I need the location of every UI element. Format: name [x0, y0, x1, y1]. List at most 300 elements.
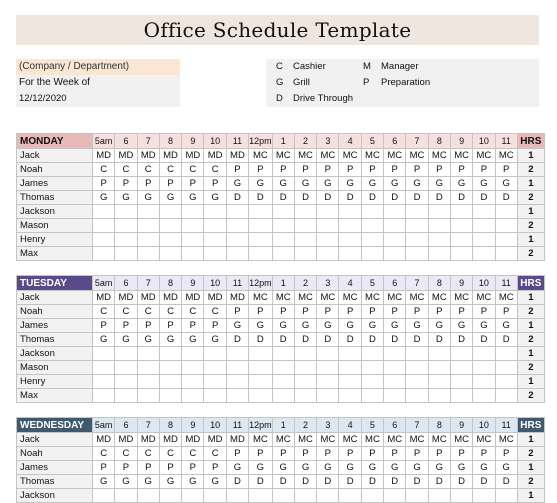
shift-cell[interactable]: MD	[93, 433, 115, 447]
shift-cell[interactable]: G	[204, 333, 226, 347]
shift-cell[interactable]: MD	[137, 149, 159, 163]
shift-cell[interactable]: C	[137, 163, 159, 177]
shift-cell[interactable]	[115, 361, 137, 375]
shift-cell[interactable]: MC	[294, 149, 316, 163]
employee-name[interactable]: James	[17, 461, 93, 475]
shift-cell[interactable]: P	[249, 305, 273, 319]
shift-cell[interactable]: P	[361, 447, 383, 461]
shift-cell[interactable]: P	[317, 163, 339, 177]
shift-cell[interactable]	[249, 375, 273, 389]
shift-cell[interactable]	[384, 219, 406, 233]
shift-cell[interactable]: D	[473, 475, 495, 489]
shift-cell[interactable]	[450, 219, 472, 233]
shift-cell[interactable]	[361, 361, 383, 375]
shift-cell[interactable]: MC	[384, 433, 406, 447]
shift-cell[interactable]	[317, 219, 339, 233]
shift-cell[interactable]	[137, 347, 159, 361]
shift-cell[interactable]	[115, 233, 137, 247]
shift-cell[interactable]: D	[406, 191, 428, 205]
shift-cell[interactable]	[294, 361, 316, 375]
shift-cell[interactable]	[495, 247, 517, 261]
shift-cell[interactable]: P	[204, 319, 226, 333]
shift-cell[interactable]: P	[115, 177, 137, 191]
shift-cell[interactable]: MD	[115, 149, 137, 163]
shift-cell[interactable]: MC	[473, 433, 495, 447]
employee-name[interactable]: Jack	[17, 291, 93, 305]
shift-cell[interactable]	[384, 375, 406, 389]
shift-cell[interactable]	[473, 361, 495, 375]
shift-cell[interactable]: D	[294, 191, 316, 205]
shift-cell[interactable]: MD	[182, 291, 204, 305]
shift-cell[interactable]: P	[339, 447, 361, 461]
shift-cell[interactable]: P	[204, 461, 226, 475]
shift-cell[interactable]	[137, 247, 159, 261]
shift-cell[interactable]	[450, 233, 472, 247]
shift-cell[interactable]: P	[495, 447, 517, 461]
shift-cell[interactable]: G	[361, 319, 383, 333]
shift-cell[interactable]	[115, 205, 137, 219]
shift-cell[interactable]: C	[204, 163, 226, 177]
shift-cell[interactable]: MC	[317, 149, 339, 163]
shift-cell[interactable]	[249, 347, 273, 361]
shift-cell[interactable]: G	[406, 177, 428, 191]
employee-name[interactable]: Max	[17, 247, 93, 261]
shift-cell[interactable]	[93, 361, 115, 375]
shift-cell[interactable]: D	[249, 191, 273, 205]
shift-cell[interactable]: MC	[384, 149, 406, 163]
shift-cell[interactable]: P	[406, 163, 428, 177]
shift-cell[interactable]	[473, 389, 495, 403]
shift-cell[interactable]: D	[317, 475, 339, 489]
shift-cell[interactable]: G	[317, 177, 339, 191]
shift-cell[interactable]	[182, 233, 204, 247]
shift-cell[interactable]	[406, 389, 428, 403]
shift-cell[interactable]	[339, 375, 361, 389]
shift-cell[interactable]: P	[339, 163, 361, 177]
shift-cell[interactable]: G	[159, 191, 181, 205]
shift-cell[interactable]: MC	[339, 291, 361, 305]
shift-cell[interactable]	[428, 375, 450, 389]
shift-cell[interactable]: G	[226, 177, 248, 191]
shift-cell[interactable]: P	[93, 177, 115, 191]
shift-cell[interactable]: MD	[182, 433, 204, 447]
shift-cell[interactable]	[226, 375, 248, 389]
shift-cell[interactable]: D	[339, 191, 361, 205]
shift-cell[interactable]	[159, 247, 181, 261]
shift-cell[interactable]: G	[450, 461, 472, 475]
shift-cell[interactable]	[294, 233, 316, 247]
shift-cell[interactable]	[294, 205, 316, 219]
shift-cell[interactable]: MC	[361, 291, 383, 305]
shift-cell[interactable]: D	[428, 333, 450, 347]
shift-cell[interactable]: G	[159, 475, 181, 489]
shift-cell[interactable]: G	[339, 177, 361, 191]
shift-cell[interactable]	[272, 205, 294, 219]
shift-cell[interactable]: P	[115, 461, 137, 475]
shift-cell[interactable]: P	[182, 177, 204, 191]
shift-cell[interactable]	[361, 247, 383, 261]
shift-cell[interactable]	[495, 389, 517, 403]
shift-cell[interactable]	[272, 219, 294, 233]
shift-cell[interactable]	[204, 205, 226, 219]
shift-cell[interactable]: G	[226, 319, 248, 333]
shift-cell[interactable]: D	[406, 475, 428, 489]
shift-cell[interactable]: P	[428, 305, 450, 319]
shift-cell[interactable]	[406, 361, 428, 375]
employee-name[interactable]: Jackson	[17, 205, 93, 219]
shift-cell[interactable]: C	[159, 305, 181, 319]
shift-cell[interactable]: D	[249, 333, 273, 347]
shift-cell[interactable]	[249, 219, 273, 233]
shift-cell[interactable]	[159, 361, 181, 375]
shift-cell[interactable]	[204, 233, 226, 247]
shift-cell[interactable]: P	[428, 163, 450, 177]
shift-cell[interactable]	[272, 489, 294, 503]
shift-cell[interactable]: D	[317, 333, 339, 347]
shift-cell[interactable]: G	[428, 461, 450, 475]
shift-cell[interactable]: D	[428, 191, 450, 205]
week-date-field[interactable]: 12/12/2020	[16, 91, 180, 107]
shift-cell[interactable]: P	[204, 177, 226, 191]
shift-cell[interactable]	[406, 347, 428, 361]
shift-cell[interactable]: G	[495, 177, 517, 191]
employee-name[interactable]: Thomas	[17, 333, 93, 347]
shift-cell[interactable]	[406, 247, 428, 261]
shift-cell[interactable]	[361, 233, 383, 247]
shift-cell[interactable]: C	[204, 447, 226, 461]
shift-cell[interactable]: G	[137, 333, 159, 347]
shift-cell[interactable]: D	[361, 191, 383, 205]
shift-cell[interactable]	[204, 219, 226, 233]
shift-cell[interactable]	[294, 375, 316, 389]
shift-cell[interactable]: G	[115, 333, 137, 347]
shift-cell[interactable]: P	[473, 305, 495, 319]
shift-cell[interactable]	[137, 375, 159, 389]
shift-cell[interactable]: D	[317, 191, 339, 205]
shift-cell[interactable]: C	[204, 305, 226, 319]
shift-cell[interactable]	[249, 389, 273, 403]
shift-cell[interactable]: G	[339, 461, 361, 475]
shift-cell[interactable]: G	[406, 461, 428, 475]
shift-cell[interactable]	[406, 233, 428, 247]
shift-cell[interactable]	[204, 489, 226, 503]
shift-cell[interactable]	[137, 205, 159, 219]
shift-cell[interactable]: C	[182, 447, 204, 461]
shift-cell[interactable]	[428, 361, 450, 375]
shift-cell[interactable]: G	[294, 177, 316, 191]
shift-cell[interactable]	[317, 489, 339, 503]
shift-cell[interactable]: G	[159, 333, 181, 347]
shift-cell[interactable]	[384, 347, 406, 361]
shift-cell[interactable]: MC	[406, 291, 428, 305]
shift-cell[interactable]: MD	[226, 291, 248, 305]
shift-cell[interactable]	[272, 361, 294, 375]
shift-cell[interactable]	[450, 361, 472, 375]
shift-cell[interactable]	[272, 247, 294, 261]
shift-cell[interactable]	[317, 375, 339, 389]
shift-cell[interactable]: MD	[182, 149, 204, 163]
shift-cell[interactable]	[272, 347, 294, 361]
shift-cell[interactable]	[473, 247, 495, 261]
shift-cell[interactable]	[495, 489, 517, 503]
shift-cell[interactable]: G	[361, 177, 383, 191]
shift-cell[interactable]	[473, 489, 495, 503]
shift-cell[interactable]	[226, 389, 248, 403]
shift-cell[interactable]: P	[339, 305, 361, 319]
shift-cell[interactable]: G	[204, 475, 226, 489]
shift-cell[interactable]	[428, 247, 450, 261]
shift-cell[interactable]	[182, 247, 204, 261]
shift-cell[interactable]	[361, 347, 383, 361]
shift-cell[interactable]: C	[115, 163, 137, 177]
shift-cell[interactable]: P	[495, 163, 517, 177]
shift-cell[interactable]	[339, 219, 361, 233]
shift-cell[interactable]	[428, 219, 450, 233]
shift-cell[interactable]	[473, 347, 495, 361]
shift-cell[interactable]	[384, 247, 406, 261]
shift-cell[interactable]	[450, 489, 472, 503]
shift-cell[interactable]: P	[226, 447, 248, 461]
shift-cell[interactable]: MC	[339, 149, 361, 163]
employee-name[interactable]: Jackson	[17, 347, 93, 361]
shift-cell[interactable]: P	[361, 163, 383, 177]
shift-cell[interactable]: MC	[272, 291, 294, 305]
shift-cell[interactable]: D	[473, 333, 495, 347]
shift-cell[interactable]	[93, 247, 115, 261]
shift-cell[interactable]	[182, 489, 204, 503]
shift-cell[interactable]	[249, 233, 273, 247]
employee-name[interactable]: James	[17, 319, 93, 333]
shift-cell[interactable]	[115, 247, 137, 261]
shift-cell[interactable]	[182, 361, 204, 375]
shift-cell[interactable]: P	[249, 163, 273, 177]
shift-cell[interactable]: C	[115, 305, 137, 319]
shift-cell[interactable]: P	[137, 177, 159, 191]
shift-cell[interactable]	[204, 361, 226, 375]
shift-cell[interactable]	[249, 361, 273, 375]
shift-cell[interactable]	[226, 233, 248, 247]
shift-cell[interactable]	[384, 489, 406, 503]
shift-cell[interactable]	[361, 389, 383, 403]
shift-cell[interactable]	[93, 219, 115, 233]
shift-cell[interactable]: D	[272, 191, 294, 205]
shift-cell[interactable]: P	[384, 163, 406, 177]
shift-cell[interactable]: G	[406, 319, 428, 333]
shift-cell[interactable]	[137, 361, 159, 375]
shift-cell[interactable]: D	[339, 475, 361, 489]
shift-cell[interactable]: MD	[204, 433, 226, 447]
shift-cell[interactable]: D	[473, 191, 495, 205]
shift-cell[interactable]	[495, 205, 517, 219]
shift-cell[interactable]: MC	[428, 149, 450, 163]
shift-cell[interactable]: G	[226, 461, 248, 475]
shift-cell[interactable]: G	[450, 319, 472, 333]
shift-cell[interactable]: D	[384, 475, 406, 489]
shift-cell[interactable]: D	[384, 333, 406, 347]
shift-cell[interactable]	[182, 347, 204, 361]
shift-cell[interactable]: MC	[495, 433, 517, 447]
shift-cell[interactable]: D	[226, 333, 248, 347]
shift-cell[interactable]	[115, 219, 137, 233]
shift-cell[interactable]: D	[339, 333, 361, 347]
shift-cell[interactable]: P	[137, 319, 159, 333]
shift-cell[interactable]: MC	[406, 433, 428, 447]
employee-name[interactable]: Henry	[17, 233, 93, 247]
shift-cell[interactable]	[317, 247, 339, 261]
shift-cell[interactable]	[428, 347, 450, 361]
shift-cell[interactable]	[495, 233, 517, 247]
shift-cell[interactable]: G	[182, 475, 204, 489]
shift-cell[interactable]: D	[495, 333, 517, 347]
employee-name[interactable]: Jack	[17, 149, 93, 163]
shift-cell[interactable]: G	[495, 319, 517, 333]
shift-cell[interactable]: G	[473, 319, 495, 333]
shift-cell[interactable]	[317, 347, 339, 361]
shift-cell[interactable]	[159, 233, 181, 247]
shift-cell[interactable]	[428, 205, 450, 219]
shift-cell[interactable]: G	[361, 461, 383, 475]
shift-cell[interactable]	[115, 375, 137, 389]
shift-cell[interactable]: P	[450, 447, 472, 461]
shift-cell[interactable]: P	[93, 461, 115, 475]
shift-cell[interactable]: P	[473, 447, 495, 461]
shift-cell[interactable]: C	[137, 305, 159, 319]
shift-cell[interactable]: G	[473, 461, 495, 475]
employee-name[interactable]: Jack	[17, 433, 93, 447]
shift-cell[interactable]: P	[317, 447, 339, 461]
shift-cell[interactable]: MD	[226, 433, 248, 447]
shift-cell[interactable]: D	[294, 475, 316, 489]
shift-cell[interactable]: G	[384, 461, 406, 475]
shift-cell[interactable]: MC	[249, 433, 273, 447]
shift-cell[interactable]	[272, 389, 294, 403]
shift-cell[interactable]	[339, 247, 361, 261]
shift-cell[interactable]: MC	[294, 433, 316, 447]
shift-cell[interactable]: MC	[495, 291, 517, 305]
shift-cell[interactable]: P	[384, 447, 406, 461]
shift-cell[interactable]: G	[428, 319, 450, 333]
shift-cell[interactable]	[317, 233, 339, 247]
shift-cell[interactable]: MC	[249, 149, 273, 163]
shift-cell[interactable]	[428, 489, 450, 503]
shift-cell[interactable]: P	[473, 163, 495, 177]
shift-cell[interactable]	[339, 347, 361, 361]
shift-cell[interactable]: MC	[428, 433, 450, 447]
shift-cell[interactable]: G	[272, 319, 294, 333]
shift-cell[interactable]	[450, 375, 472, 389]
shift-cell[interactable]: P	[137, 461, 159, 475]
shift-cell[interactable]	[294, 347, 316, 361]
shift-cell[interactable]	[339, 489, 361, 503]
shift-cell[interactable]: C	[93, 163, 115, 177]
shift-cell[interactable]: P	[294, 305, 316, 319]
shift-cell[interactable]: MD	[93, 291, 115, 305]
shift-cell[interactable]: G	[115, 475, 137, 489]
employee-name[interactable]: Max	[17, 389, 93, 403]
shift-cell[interactable]: P	[93, 319, 115, 333]
shift-cell[interactable]: MC	[272, 433, 294, 447]
shift-cell[interactable]	[317, 205, 339, 219]
shift-cell[interactable]: C	[159, 447, 181, 461]
shift-cell[interactable]: MC	[361, 149, 383, 163]
shift-cell[interactable]	[495, 375, 517, 389]
shift-cell[interactable]	[226, 219, 248, 233]
employee-name[interactable]: Thomas	[17, 475, 93, 489]
shift-cell[interactable]: G	[495, 461, 517, 475]
shift-cell[interactable]: P	[294, 447, 316, 461]
shift-cell[interactable]	[93, 205, 115, 219]
shift-cell[interactable]: G	[249, 177, 273, 191]
shift-cell[interactable]	[249, 489, 273, 503]
shift-cell[interactable]: MD	[159, 291, 181, 305]
shift-cell[interactable]	[137, 389, 159, 403]
shift-cell[interactable]: G	[93, 475, 115, 489]
shift-cell[interactable]	[204, 247, 226, 261]
shift-cell[interactable]: G	[339, 319, 361, 333]
shift-cell[interactable]	[159, 375, 181, 389]
shift-cell[interactable]	[182, 219, 204, 233]
shift-cell[interactable]	[384, 205, 406, 219]
shift-cell[interactable]	[428, 389, 450, 403]
shift-cell[interactable]: C	[159, 163, 181, 177]
shift-cell[interactable]: P	[406, 447, 428, 461]
shift-cell[interactable]	[249, 205, 273, 219]
employee-name[interactable]: Mason	[17, 219, 93, 233]
shift-cell[interactable]: P	[226, 163, 248, 177]
shift-cell[interactable]	[93, 389, 115, 403]
shift-cell[interactable]	[115, 389, 137, 403]
shift-cell[interactable]: G	[294, 461, 316, 475]
shift-cell[interactable]: G	[450, 177, 472, 191]
shift-cell[interactable]	[339, 205, 361, 219]
shift-cell[interactable]: P	[159, 461, 181, 475]
shift-cell[interactable]: G	[93, 333, 115, 347]
shift-cell[interactable]: G	[428, 177, 450, 191]
shift-cell[interactable]: MD	[226, 149, 248, 163]
shift-cell[interactable]: P	[428, 447, 450, 461]
shift-cell[interactable]	[159, 347, 181, 361]
shift-cell[interactable]: P	[272, 447, 294, 461]
shift-cell[interactable]: P	[159, 319, 181, 333]
shift-cell[interactable]: P	[272, 305, 294, 319]
shift-cell[interactable]	[473, 375, 495, 389]
shift-cell[interactable]: MD	[115, 433, 137, 447]
shift-cell[interactable]: MC	[249, 291, 273, 305]
employee-name[interactable]: Noah	[17, 163, 93, 177]
shift-cell[interactable]: MD	[204, 149, 226, 163]
shift-cell[interactable]: D	[450, 333, 472, 347]
shift-cell[interactable]: P	[182, 461, 204, 475]
shift-cell[interactable]: MD	[93, 149, 115, 163]
shift-cell[interactable]	[204, 389, 226, 403]
shift-cell[interactable]: MC	[272, 149, 294, 163]
shift-cell[interactable]	[339, 389, 361, 403]
shift-cell[interactable]	[317, 361, 339, 375]
shift-cell[interactable]: MC	[406, 149, 428, 163]
shift-cell[interactable]: P	[406, 305, 428, 319]
shift-cell[interactable]	[182, 389, 204, 403]
shift-cell[interactable]	[294, 219, 316, 233]
employee-name[interactable]: Jackson	[17, 489, 93, 503]
shift-cell[interactable]: MD	[159, 149, 181, 163]
shift-cell[interactable]	[159, 489, 181, 503]
shift-cell[interactable]: D	[226, 191, 248, 205]
shift-cell[interactable]: P	[182, 319, 204, 333]
shift-cell[interactable]: MC	[361, 433, 383, 447]
shift-cell[interactable]: G	[249, 461, 273, 475]
shift-cell[interactable]	[137, 489, 159, 503]
shift-cell[interactable]	[361, 205, 383, 219]
